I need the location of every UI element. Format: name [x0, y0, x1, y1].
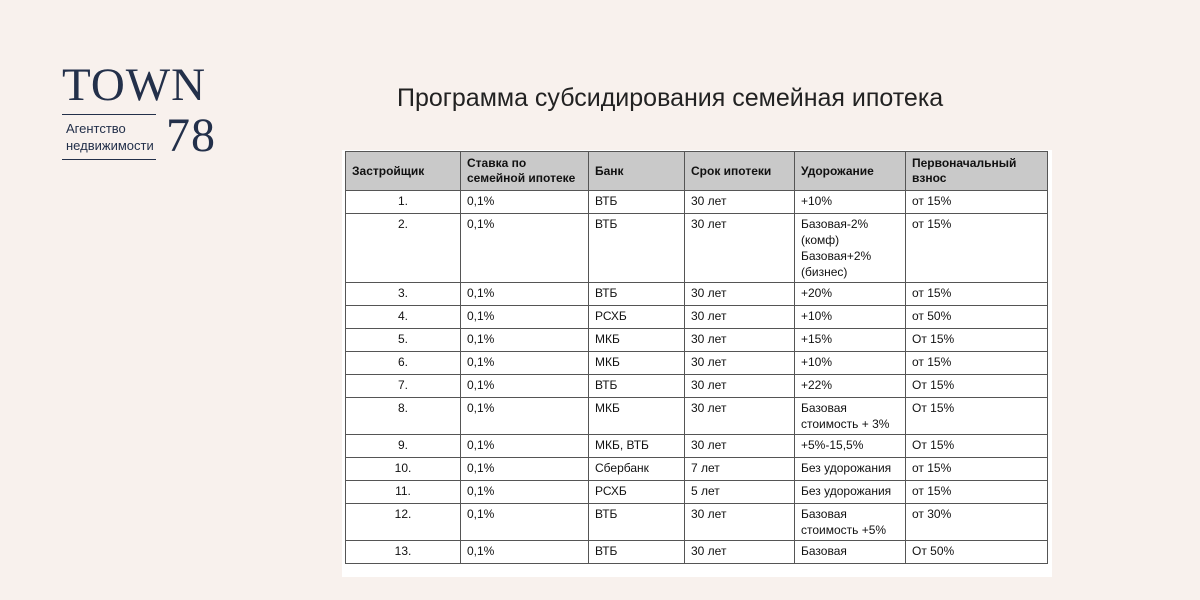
- table-cell-downpayment: от 15%: [906, 458, 1048, 481]
- table-cell-term: 30 лет: [685, 191, 795, 214]
- table-cell-bank: ВТБ: [589, 375, 685, 398]
- table-cell-term: 30 лет: [685, 329, 795, 352]
- table-cell-markup: +10%: [795, 352, 906, 375]
- logo-number: 78: [166, 109, 216, 162]
- table-cell-rate: 0,1%: [461, 214, 589, 283]
- table-cell-downpayment: От 15%: [906, 375, 1048, 398]
- town78-logo: [62, 59, 232, 172]
- table-cell-markup: Базовая-2%(комф) Базовая+2% (бизнес): [795, 214, 906, 283]
- table-cell-rate: 0,1%: [461, 352, 589, 375]
- table-cell-term: 30 лет: [685, 375, 795, 398]
- table-body: [346, 191, 1048, 564]
- table-cell-markup: +22%: [795, 375, 906, 398]
- table-cell-developer: 12.: [346, 504, 461, 541]
- table-cell-developer: 8.: [346, 398, 461, 435]
- table-cell-bank: РСХБ: [589, 306, 685, 329]
- table-row: [346, 306, 1048, 329]
- table-row: [346, 191, 1048, 214]
- table-header-row: [346, 152, 1048, 191]
- table-row: [346, 375, 1048, 398]
- table-cell-term: 30 лет: [685, 398, 795, 435]
- table-image-frame: [342, 150, 1052, 577]
- table-cell-developer: 10.: [346, 458, 461, 481]
- table-row: [346, 214, 1048, 283]
- column-header-markup: Удорожание: [795, 152, 906, 191]
- table-cell-downpayment: от 30%: [906, 504, 1048, 541]
- table-cell-rate: 0,1%: [461, 191, 589, 214]
- table-cell-downpayment: от 15%: [906, 191, 1048, 214]
- table-row: [346, 329, 1048, 352]
- logo-subtitle-line1: Агентство: [66, 121, 126, 136]
- table-cell-developer: 6.: [346, 352, 461, 375]
- table-cell-developer: 5.: [346, 329, 461, 352]
- logo-divider-top: [62, 114, 156, 115]
- table-cell-rate: 0,1%: [461, 458, 589, 481]
- table-cell-rate: 0,1%: [461, 541, 589, 564]
- table-cell-rate: 0,1%: [461, 283, 589, 306]
- table-cell-term: 30 лет: [685, 352, 795, 375]
- table-cell-term: 7 лет: [685, 458, 795, 481]
- table-cell-developer: 4.: [346, 306, 461, 329]
- column-header-bank: Банк: [589, 152, 685, 191]
- table-cell-markup: Без удорожания: [795, 481, 906, 504]
- table-cell-bank: ВТБ: [589, 283, 685, 306]
- table-cell-downpayment: от 50%: [906, 306, 1048, 329]
- logo-town-text: TOWN: [62, 59, 207, 111]
- table-cell-markup: +10%: [795, 191, 906, 214]
- table-row: [346, 504, 1048, 541]
- table-cell-developer: 1.: [346, 191, 461, 214]
- table-cell-bank: РСХБ: [589, 481, 685, 504]
- logo-subtitle-line2: недвижимости: [66, 138, 154, 153]
- table-cell-developer: 3.: [346, 283, 461, 306]
- table-cell-markup: Без удорожания: [795, 458, 906, 481]
- column-header-rate: Ставка по семейной ипотеке: [461, 152, 589, 191]
- logo-divider-bottom: [62, 159, 156, 160]
- table-cell-developer: 9.: [346, 435, 461, 458]
- table-cell-term: 30 лет: [685, 435, 795, 458]
- table-cell-markup: Базовая стоимость +5%: [795, 504, 906, 541]
- table-cell-markup: +20%: [795, 283, 906, 306]
- column-header-developer: Застройщик: [346, 152, 461, 191]
- table-row: [346, 481, 1048, 504]
- table-row: [346, 352, 1048, 375]
- column-header-downpayment: Первоначальный взнос: [906, 152, 1048, 191]
- table-cell-markup: +5%-15,5%: [795, 435, 906, 458]
- table-cell-rate: 0,1%: [461, 435, 589, 458]
- table-cell-developer: 11.: [346, 481, 461, 504]
- table-cell-markup: Базовая: [795, 541, 906, 564]
- table-cell-term: 30 лет: [685, 504, 795, 541]
- table-cell-bank: ВТБ: [589, 191, 685, 214]
- table-cell-bank: ВТБ: [589, 214, 685, 283]
- table-cell-bank: МКБ: [589, 398, 685, 435]
- table-row: [346, 541, 1048, 564]
- table-cell-markup: Базовая стоимость + 3%: [795, 398, 906, 435]
- table-cell-developer: 2.: [346, 214, 461, 283]
- table-cell-term: 5 лет: [685, 481, 795, 504]
- table-cell-bank: ВТБ: [589, 541, 685, 564]
- table-cell-downpayment: От 50%: [906, 541, 1048, 564]
- table-cell-downpayment: От 15%: [906, 435, 1048, 458]
- table-cell-downpayment: от 15%: [906, 352, 1048, 375]
- column-header-term: Срок ипотеки: [685, 152, 795, 191]
- table-cell-rate: 0,1%: [461, 375, 589, 398]
- mortgage-table: [345, 151, 1048, 564]
- table-cell-markup: +15%: [795, 329, 906, 352]
- table-cell-downpayment: От 15%: [906, 398, 1048, 435]
- table-row: [346, 435, 1048, 458]
- table-cell-developer: 7.: [346, 375, 461, 398]
- table-cell-downpayment: от 15%: [906, 283, 1048, 306]
- table-cell-term: 30 лет: [685, 541, 795, 564]
- table-cell-downpayment: от 15%: [906, 214, 1048, 283]
- table-cell-bank: ВТБ: [589, 504, 685, 541]
- table-cell-bank: МКБ: [589, 352, 685, 375]
- table-row: [346, 458, 1048, 481]
- table-cell-downpayment: От 15%: [906, 329, 1048, 352]
- table-cell-developer: 13.: [346, 541, 461, 564]
- table-row: [346, 398, 1048, 435]
- table-cell-rate: 0,1%: [461, 306, 589, 329]
- table-cell-rate: 0,1%: [461, 398, 589, 435]
- table-row: [346, 283, 1048, 306]
- table-cell-markup: +10%: [795, 306, 906, 329]
- table-cell-term: 30 лет: [685, 306, 795, 329]
- table-cell-bank: МКБ, ВТБ: [589, 435, 685, 458]
- page-title: Программа субсидирования семейная ипотека: [397, 84, 944, 112]
- table-cell-bank: Сбербанк: [589, 458, 685, 481]
- table-cell-rate: 0,1%: [461, 481, 589, 504]
- table-cell-rate: 0,1%: [461, 329, 589, 352]
- table-cell-term: 30 лет: [685, 283, 795, 306]
- table-cell-bank: МКБ: [589, 329, 685, 352]
- table-cell-rate: 0,1%: [461, 504, 589, 541]
- table-cell-downpayment: от 15%: [906, 481, 1048, 504]
- table-cell-term: 30 лет: [685, 214, 795, 283]
